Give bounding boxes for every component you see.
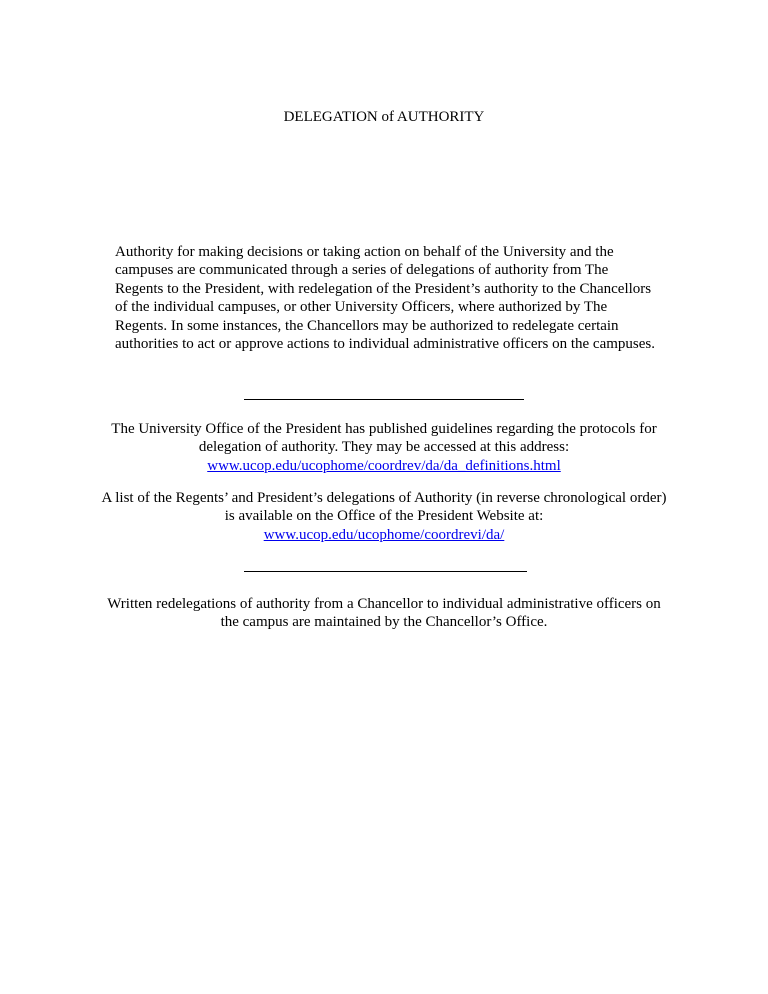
page-title: DELEGATION of AUTHORITY xyxy=(283,109,485,125)
divider-line xyxy=(244,571,527,572)
delegations-list-section xyxy=(100,489,668,544)
delegations-list-text: A list of the Regents’ and President’s delegations of Authority (in reverse chronological order) is available on the Office of the President Website at: xyxy=(101,490,667,525)
intro-paragraph: Authority for making decisions or taking action on behalf of the University and the campuses are communicated through a series of delegations of authority from The Regents to the President, with redelegation of the President’s authority to the Chancellors of the individual campuses, or other University Officers, where authorized by The Regents. In some instances, the Chancellors may be authorized to redelegate certain authorities to act or approve actions to individual administrative officers on the campuses. xyxy=(115,244,655,353)
guidelines-text: The University Office of the President has published guidelines regarding the protocols for delegation of authority. They may be accessed at this address: xyxy=(111,421,657,456)
divider-line xyxy=(244,399,524,400)
guidelines-section xyxy=(100,420,668,475)
guidelines-link[interactable]: www.ucop.edu/ucophome/coordrev/da/da_definitions.html xyxy=(207,457,561,474)
written-redelegations-paragraph: Written redelegations of authority from a Chancellor to individual administrative officers on the campus are maintained by the Chancellor’s Office. xyxy=(107,596,661,631)
delegations-list-link[interactable]: www.ucop.edu/ucophome/coordrevi/da/ xyxy=(263,526,505,543)
